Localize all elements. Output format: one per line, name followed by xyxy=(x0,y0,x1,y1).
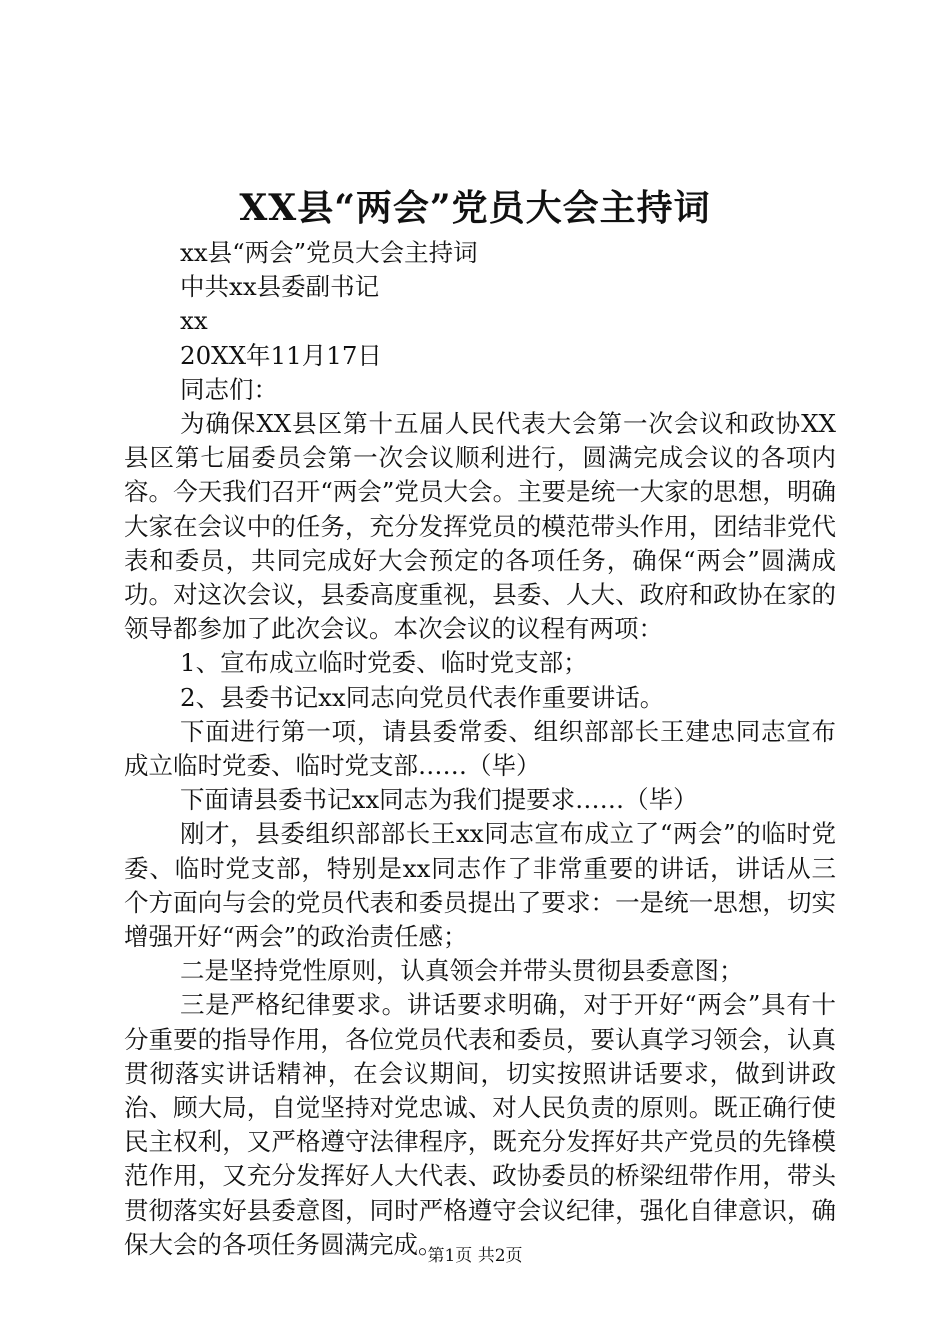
speaker-name: xx xyxy=(180,306,208,336)
salutation: 同志们： xyxy=(180,374,278,404)
paragraph: 2、县委书记xx同志向党员代表作重要讲话。 xyxy=(180,682,665,712)
document-body xyxy=(124,236,836,1262)
paragraph: 1、宣布成立临时党委、临时党支部； xyxy=(180,648,588,678)
paragraph: 刚才，县委组织部部长王xx同志宣布成立了“两会”的临时党委、临时党支部，特别是xx同志作了非常重要的讲话，讲话从三个方面向与会的党员代表和委员提出了要求：一是统一思想，切实增强开好“两会”的政治责任感； xyxy=(124,819,836,951)
paragraph: 下面请县委书记xx同志为我们提要求……（毕） xyxy=(180,785,698,815)
paragraph: 下面进行第一项，请县委常委、组织部部长王建忠同志宣布成立临时党委、临时党支部……（毕） xyxy=(124,716,836,780)
paragraph: 三是严格纪律要求。讲话要求明确，对于开好“两会”具有十分重要的指导作用，各位党员代表和委员，要认真学习领会，认真贯彻落实讲话精神，在会议期间，切实按照讲话要求，做到讲政治、顾大局，自觉坚持对党忠诚、对人民负责的原则。既正确行使民主权利，又严格遵守法律程序，既充分发挥好共产党员的先锋模范作用，又充分发挥好人大代表、政协委员的桥梁纽带作用，带头贯彻落实好县委意图，同时严格遵守会议纪律，强化自律意识，确保大会的各项任务圆满完成。 xyxy=(124,990,836,1259)
paragraph: 二是坚持党性原则，认真领会并带头贯彻县委意图； xyxy=(180,956,744,986)
date-line: 20XX年11月17日 xyxy=(180,340,382,370)
page-footer: 第1页 共2页 xyxy=(427,1246,523,1266)
paragraph: 为确保XX县区第十五届人民代表大会第一次会议和政协XX县区第七届委员会第一次会议顺利进行，圆满完成会议的各项内容。今天我们召开“两会”党员大会。主要是统一大家的思想，明确大家在会议中的任务，充分发挥党员的模范带头作用，团结非党代表和委员，共同完成好大会预定的各项任务，确保“两会”圆满成功。对这次会议，县委高度重视，县委、人大、政府和政协在家的领导都参加了此次会议。本次会议的议程有两项： xyxy=(124,408,836,644)
speaker-line: 中共xx县委副书记 xyxy=(180,272,380,302)
subtitle: xx县“两会”党员大会主持词 xyxy=(180,238,478,267)
document-title: XX县“两会”党员大会主持词 xyxy=(239,187,711,229)
